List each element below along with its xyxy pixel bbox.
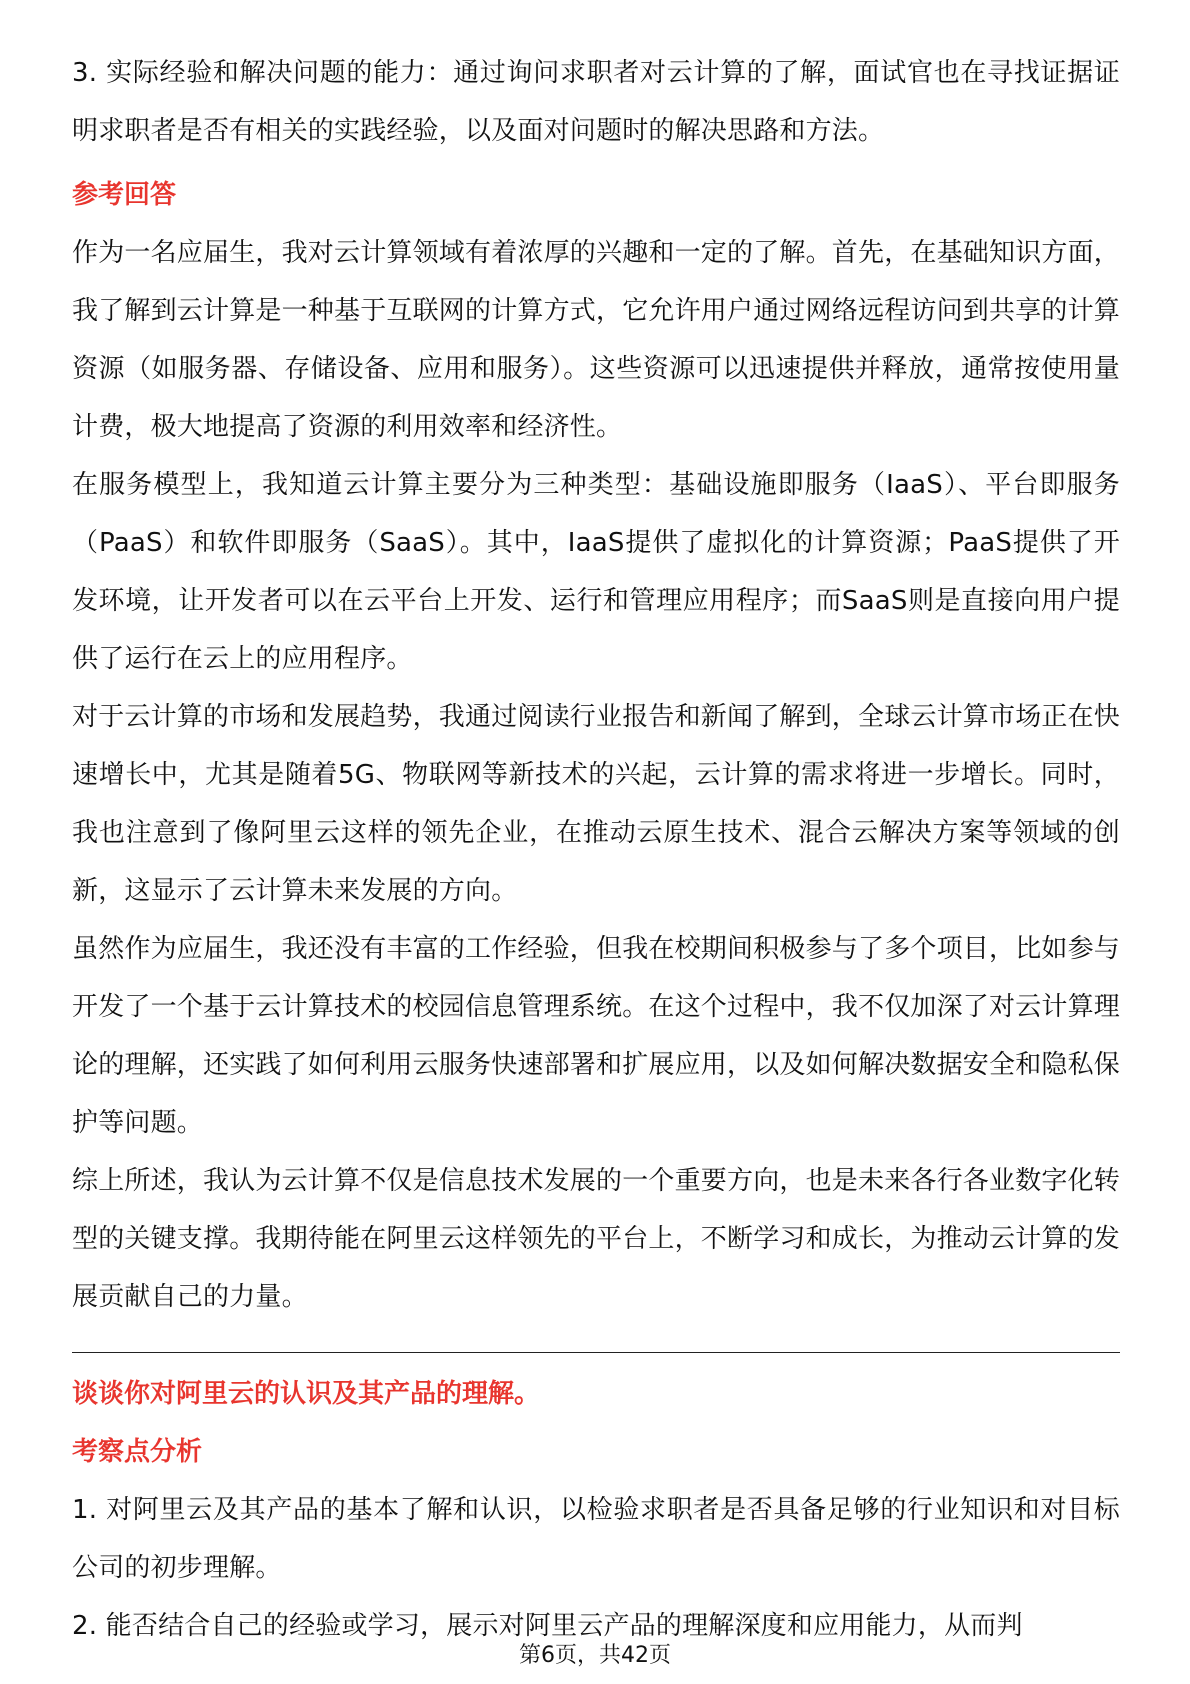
answer-paragraph: 综上所述，我认为云计算不仅是信息技术发展的一个重要方向，也是未来各行各业数字化转型的关键支撑。我期待能在阿里云这样领先的平台上，不断学习和成长，为推动云计算的发展贡献自己的力量。 [72,1166,1121,1312]
document-page [72,44,1120,1655]
section-divider [72,1352,1120,1353]
answer-paragraph: 作为一名应届生，我对云计算领域有着浓厚的兴趣和一定的了解。首先，在基础知识方面，我了解到云计算是一种基于互联网的计算方式，它允许用户通过网络远程访问到共享的计算资源（如服务器、存储设备、应用和服务）。这些资源可以迅速提供并释放，通常按使用量计费，极大地提高了资源的利用效率和经济性。 [72,238,1121,442]
analysis-point: 2. 能否结合自己的经验或学习，展示对阿里云产品的理解深度和应用能力，从而判 [72,1611,1023,1641]
analysis-point-3: 3. 实际经验和解决问题的能力：通过询问求职者对云计算的了解，面试官也在寻找证据证明求职者是否有相关的实践经验，以及面对问题时的解决思路和方法。 [72,58,1120,146]
page-number: 第6页，共42页 [519,1643,671,1668]
answer-paragraph: 在服务模型上，我知道云计算主要分为三种类型：基础设施即服务（IaaS）、平台即服务（PaaS）和软件即服务（SaaS）。其中，IaaS提供了虚拟化的计算资源；PaaS提供了开发环境，让开发者可以在云平台上开发、运行和管理应用程序；而SaaS则是直接向用户提供了运行在云上的应用程序。 [72,470,1120,674]
answer-paragraph: 对于云计算的市场和发展趋势，我通过阅读行业报告和新闻了解到，全球云计算市场正在快速增长中，尤其是随着5G、物联网等新技术的兴起，云计算的需求将进一步增长。同时，我也注意到了像阿里云这样的领先企业，在推动云原生技术、混合云解决方案等领域的创新，这显示了云计算未来发展的方向。 [72,702,1121,906]
analysis-point: 1. 对阿里云及其产品的基本了解和认识，以检验求职者是否具备足够的行业知识和对目标公司的初步理解。 [72,1495,1120,1583]
answer-paragraph: 虽然作为应届生，我还没有丰富的工作经验，但我在校期间积极参与了多个项目，比如参与开发了一个基于云计算技术的校园信息管理系统。在这个过程中，我不仅加深了对云计算理论的理解，还实践了如何利用云服务快速部署和扩展应用，以及如何解决数据安全和隐私保护等问题。 [72,934,1121,1138]
reference-answer-heading: 参考回答 [72,180,177,210]
question-title: 谈谈你对阿里云的认识及其产品的理解。 [72,1379,541,1409]
analysis-heading: 考察点分析 [72,1437,203,1467]
